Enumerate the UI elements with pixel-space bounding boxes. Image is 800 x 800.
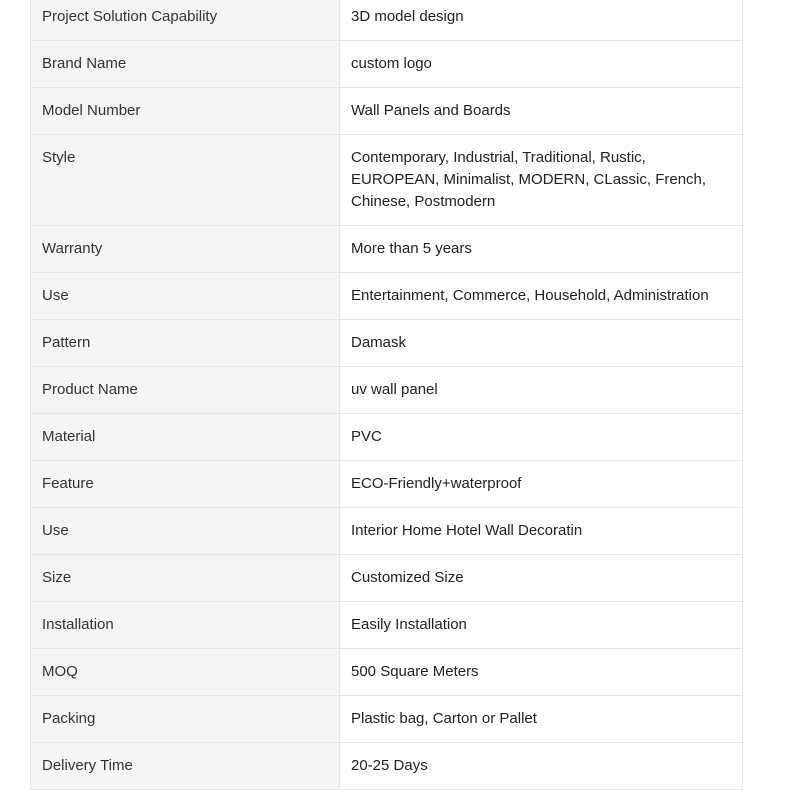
table-row — [31, 649, 743, 696]
spec-label: Model Number — [31, 88, 340, 135]
table-row — [31, 555, 743, 602]
spec-value: Contemporary, Industrial, Traditional, Rustic, EUROPEAN, Minimalist, MODERN, CLassic, French, Chinese, Postmodern — [340, 135, 743, 226]
spec-value: More than 5 years — [340, 226, 743, 273]
spec-value: PVC — [340, 414, 743, 461]
product-spec-table — [30, 0, 743, 790]
spec-label: Warranty — [31, 226, 340, 273]
table-row — [31, 41, 743, 88]
spec-value: Interior Home Hotel Wall Decoratin — [340, 508, 743, 555]
table-row — [31, 461, 743, 508]
table-row — [31, 273, 743, 320]
table-row — [31, 696, 743, 743]
spec-value: 3D model design — [340, 0, 743, 41]
table-row — [31, 367, 743, 414]
table-row — [31, 135, 743, 226]
spec-value: Plastic bag, Carton or Pallet — [340, 696, 743, 743]
table-row — [31, 414, 743, 461]
spec-value: Damask — [340, 320, 743, 367]
table-row — [31, 743, 743, 790]
spec-label: MOQ — [31, 649, 340, 696]
table-row — [31, 226, 743, 273]
spec-label: Style — [31, 135, 340, 226]
spec-label: Size — [31, 555, 340, 602]
table-row — [31, 88, 743, 135]
table-row — [31, 0, 743, 41]
spec-value: Wall Panels and Boards — [340, 88, 743, 135]
spec-label: Delivery Time — [31, 743, 340, 790]
spec-label: Use — [31, 273, 340, 320]
spec-value: 20-25 Days — [340, 743, 743, 790]
spec-label: Pattern — [31, 320, 340, 367]
spec-label: Use — [31, 508, 340, 555]
table-row — [31, 320, 743, 367]
spec-label: Brand Name — [31, 41, 340, 88]
spec-label: Product Name — [31, 367, 340, 414]
spec-value: 500 Square Meters — [340, 649, 743, 696]
table-row — [31, 602, 743, 649]
spec-value: ECO-Friendly+waterproof — [340, 461, 743, 508]
spec-label: Material — [31, 414, 340, 461]
spec-value: Customized Size — [340, 555, 743, 602]
spec-value: uv wall panel — [340, 367, 743, 414]
spec-label: Packing — [31, 696, 340, 743]
spec-label: Installation — [31, 602, 340, 649]
spec-label: Project Solution Capability — [31, 0, 340, 41]
spec-value: Entertainment, Commerce, Household, Administration — [340, 273, 743, 320]
spec-value: Easily Installation — [340, 602, 743, 649]
table-row — [31, 508, 743, 555]
spec-label: Feature — [31, 461, 340, 508]
spec-value: custom logo — [340, 41, 743, 88]
